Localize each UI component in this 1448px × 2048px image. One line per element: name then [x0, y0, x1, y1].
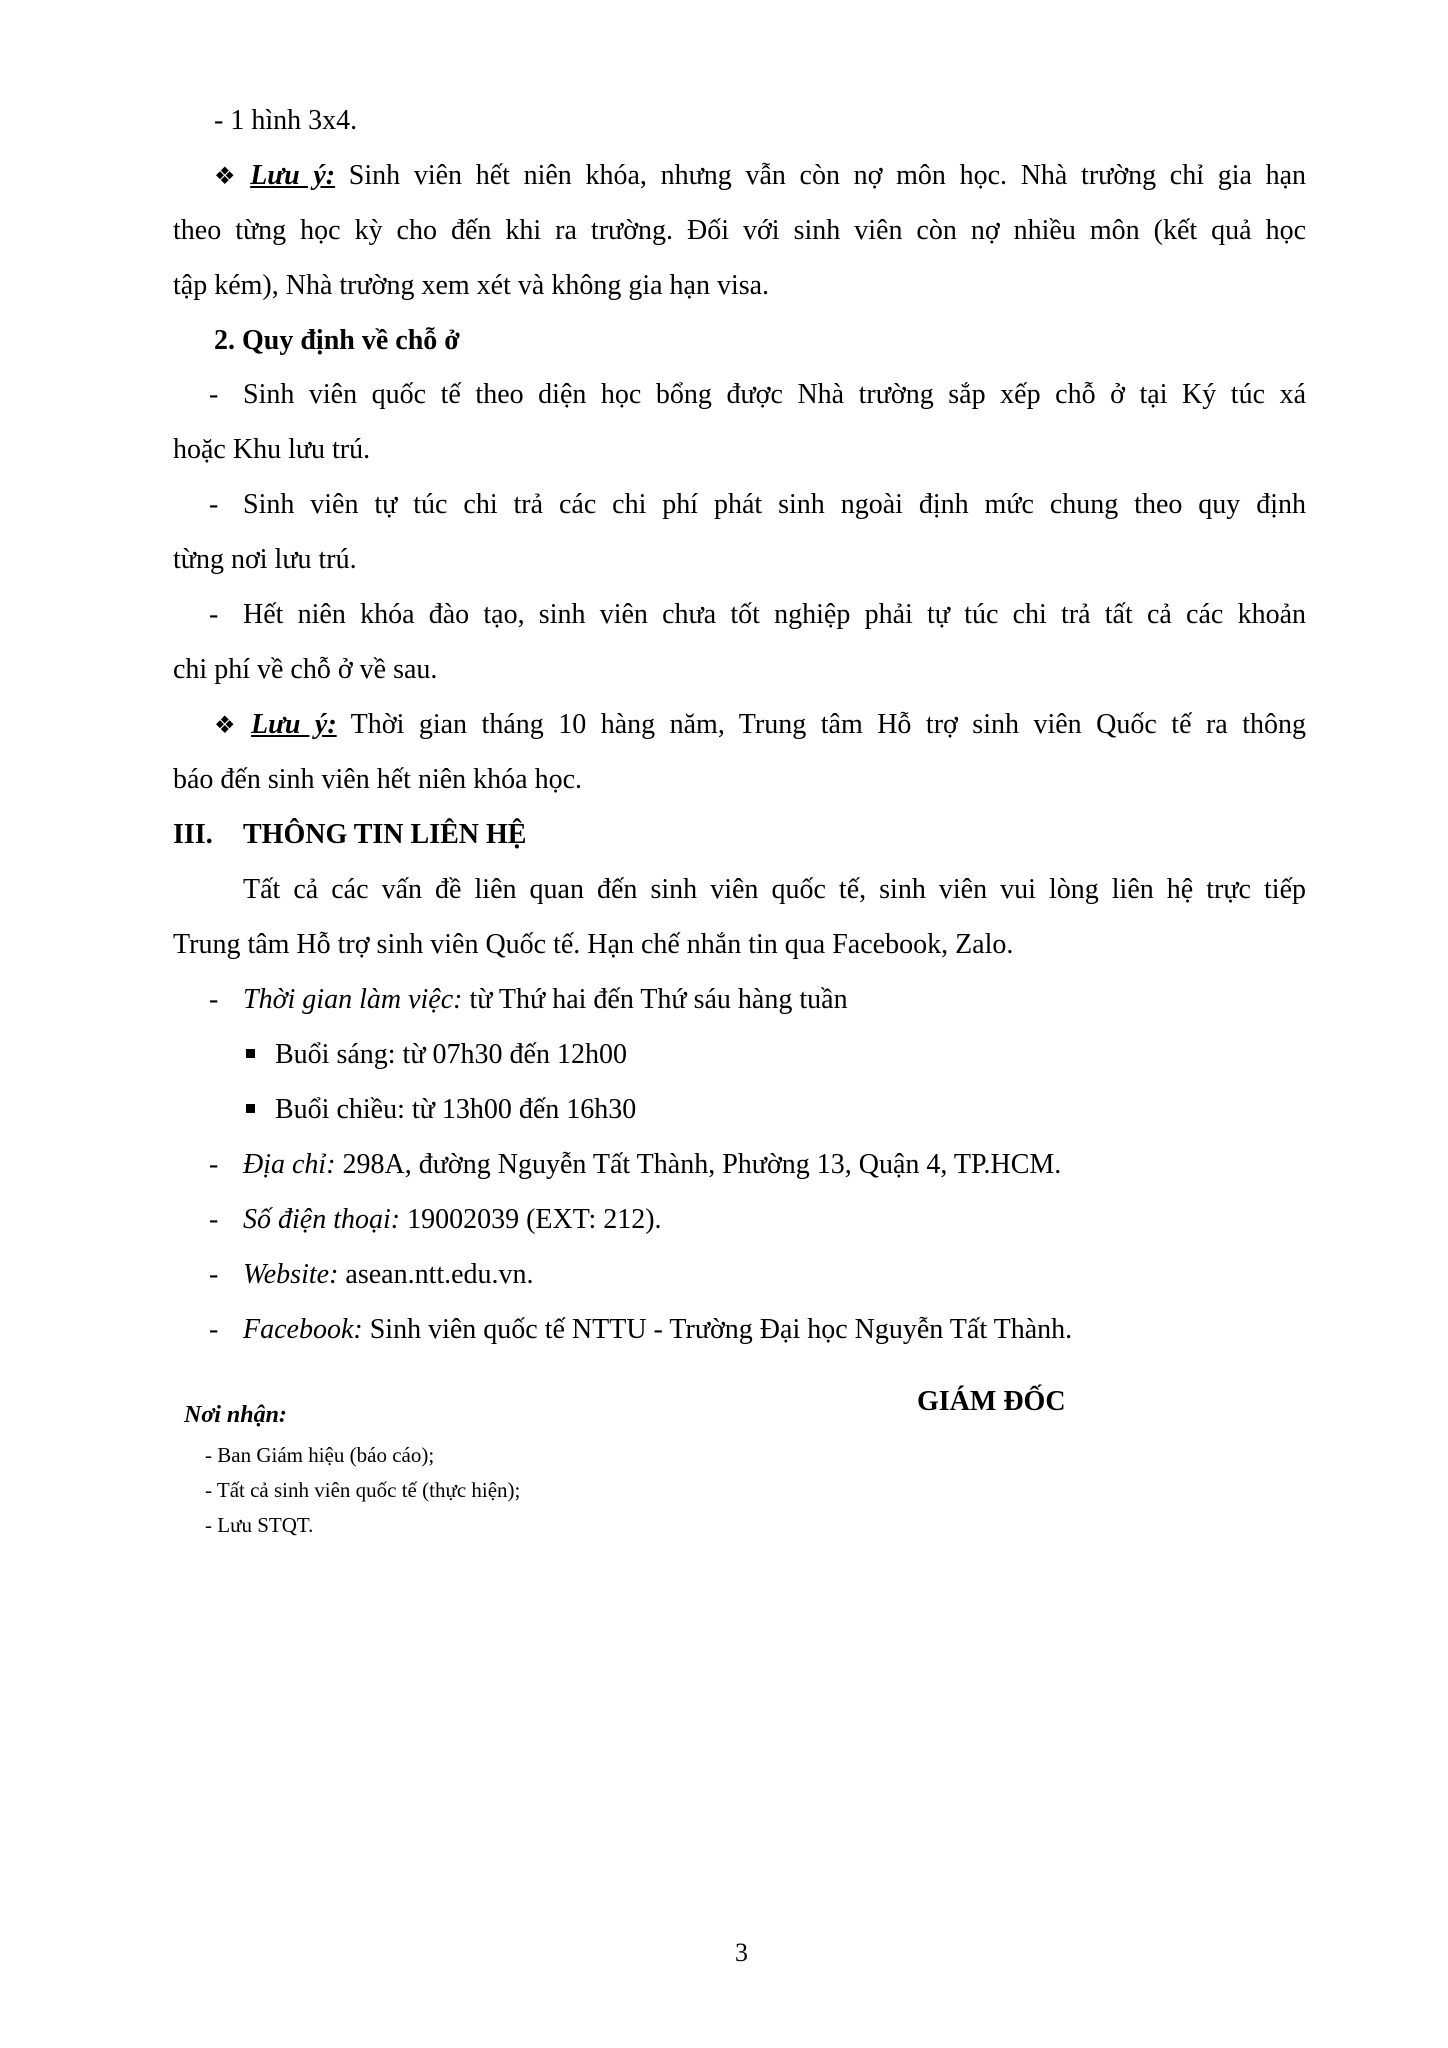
- note-1-line-2: theo từng học kỳ cho đến khi ra trường. Đối với sinh viên còn nợ nhiều môn (kết quả học: [173, 215, 1306, 246]
- phone: [243, 1203, 662, 1237]
- phone-value: 19002039 (EXT: 212).: [400, 1204, 662, 1235]
- note-label: Lưu ý:: [250, 160, 336, 191]
- address: [243, 1148, 1061, 1182]
- morning-hours-text: Buổi sáng: từ 07h30 đến 12h00: [275, 1039, 627, 1070]
- address-label: Địa chỉ:: [243, 1149, 336, 1180]
- afternoon-hours-text: Buổi chiều: từ 13h00 đến 16h30: [275, 1094, 637, 1125]
- website-value: asean.ntt.edu.vn.: [338, 1259, 534, 1290]
- dash-bullet: -: [209, 1259, 219, 1290]
- diamond-bullet-icon: ❖: [214, 164, 243, 190]
- facebook-label: Facebook:: [243, 1314, 363, 1345]
- working-hours: [243, 983, 848, 1017]
- note-2-line-2: báo đến sinh viên hết niên khóa học.: [173, 764, 583, 795]
- recipients-label: Nơi nhận:: [184, 1402, 287, 1428]
- diamond-bullet-icon: ❖: [214, 713, 243, 739]
- dash-bullet: -: [209, 379, 219, 410]
- director-title: GIÁM ĐỐC: [917, 1386, 1066, 1417]
- website-label: Website:: [243, 1259, 339, 1290]
- note-1-line-3: tập kém), Nhà trường xem xét và không gia hạn visa.: [173, 270, 770, 301]
- note-2-line-1: [214, 708, 1306, 743]
- recipient-item: - Ban Giám hiệu (báo cáo);: [205, 1443, 435, 1467]
- phone-label: Số điện thoại:: [243, 1204, 401, 1235]
- note-label: Lưu ý:: [251, 709, 337, 740]
- facebook-value: Sinh viên quốc tế NTTU - Trường Đại học Nguyễn Tất Thành.: [362, 1314, 1073, 1345]
- note-2-text: Thời gian tháng 10 hàng năm, Trung tâm Hỗ trợ sinh viên Quốc tế ra thông: [350, 709, 1306, 740]
- address-value: 298A, đường Nguyễn Tất Thành, Phường 13, Quận 4, TP.HCM.: [335, 1149, 1062, 1180]
- recipient-item: - Lưu STQT.: [205, 1513, 314, 1537]
- square-bullet-icon: [246, 1104, 255, 1113]
- morning-hours: [246, 1038, 627, 1072]
- working-hours-value: từ Thứ hai đến Thứ sáu hàng tuần: [462, 984, 848, 1015]
- bullet-3-line-1: Hết niên khóa đào tạo, sinh viên chưa tốt nghiệp phải tự túc chi trả tất cả các khoản: [243, 599, 1306, 630]
- recipient-item: - Tất cả sinh viên quốc tế (thực hiện);: [205, 1478, 521, 1502]
- square-bullet-icon: [246, 1049, 255, 1058]
- bullet-3-line-2: chi phí về chỗ ở về sau.: [173, 654, 438, 685]
- working-hours-label: Thời gian làm việc:: [243, 984, 463, 1015]
- afternoon-hours: [246, 1093, 636, 1127]
- contact-paragraph-line-1: Tất cả các vấn đề liên quan đến sinh viên quốc tế, sinh viên vui lòng liên hệ trực tiếp: [243, 874, 1306, 905]
- note-1-text: Sinh viên hết niên khóa, nhưng vẫn còn nợ môn học. Nhà trường chỉ gia hạn: [348, 160, 1307, 191]
- page-number: 3: [735, 1938, 748, 1967]
- bullet-2-line-2: từng nơi lưu trú.: [173, 544, 357, 575]
- dash-bullet: -: [209, 599, 219, 630]
- section-3-title: THÔNG TIN LIÊN HỆ: [243, 819, 527, 850]
- dash-bullet: -: [209, 984, 219, 1015]
- section-2-title: 2. Quy định về chỗ ở: [214, 325, 460, 356]
- dash-bullet: -: [209, 1149, 219, 1180]
- contact-paragraph-line-2: Trung tâm Hỗ trợ sinh viên Quốc tế. Hạn chế nhắn tin qua Facebook, Zalo.: [173, 929, 1014, 960]
- website: [243, 1258, 534, 1292]
- dash-bullet: -: [209, 1314, 219, 1345]
- note-1-line-1: [214, 159, 1306, 194]
- bullet-2-line-1: Sinh viên tự túc chi trả các chi phí phát sinh ngoài định mức chung theo quy định: [243, 489, 1306, 520]
- facebook: [243, 1313, 1072, 1347]
- dash-bullet: -: [209, 489, 219, 520]
- dash-bullet: -: [209, 1204, 219, 1235]
- section-3-number: III.: [173, 819, 213, 850]
- list-item-photo: - 1 hình 3x4.: [214, 105, 358, 136]
- bullet-1-line-2: hoặc Khu lưu trú.: [173, 434, 371, 465]
- bullet-1-line-1: Sinh viên quốc tế theo diện học bổng được Nhà trường sắp xếp chỗ ở tại Ký túc xá: [243, 379, 1306, 410]
